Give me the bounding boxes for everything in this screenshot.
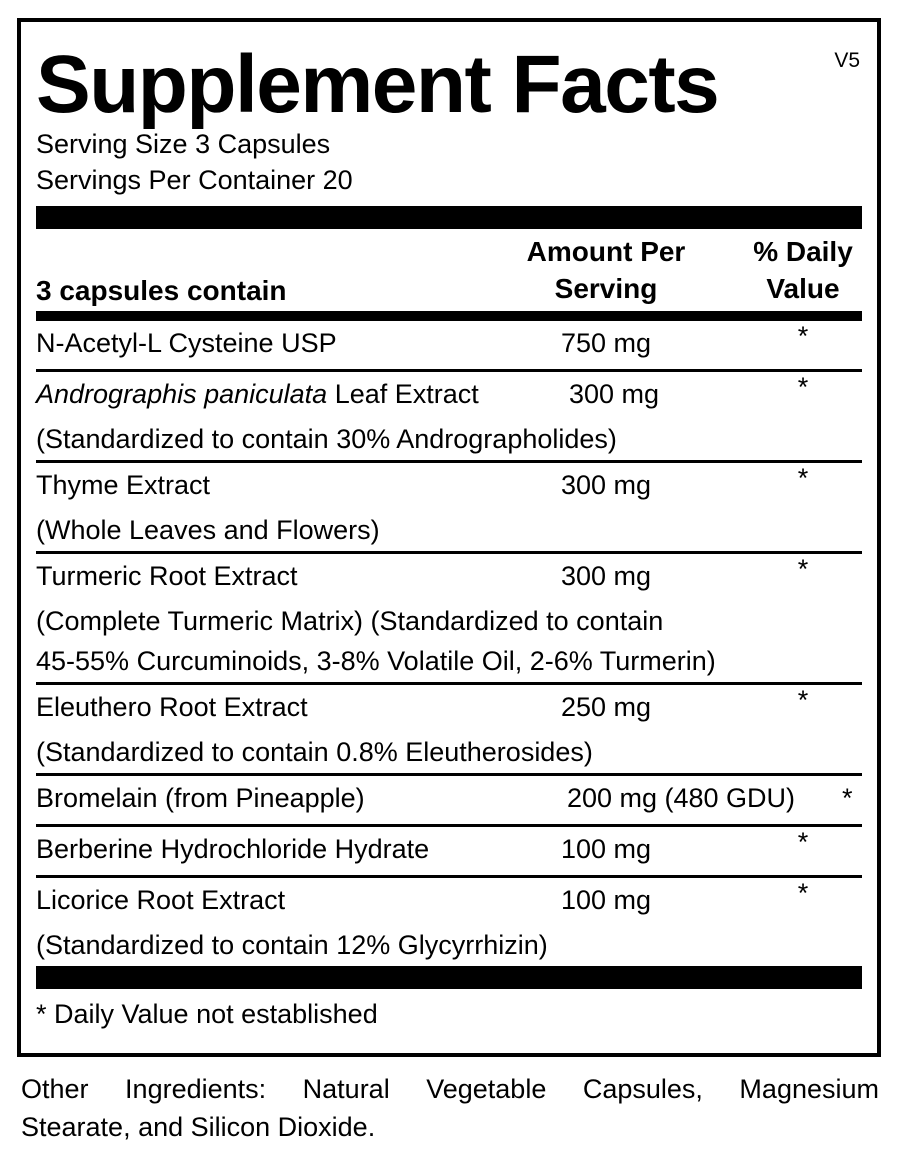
ingredient-sub-line: (Standardized to contain 0.8% Eleutherosides): [36, 737, 593, 767]
version-tag: V5: [834, 49, 860, 72]
ingredient-daily-value: *: [797, 372, 809, 402]
table-row: [36, 554, 862, 682]
table-row: [36, 878, 862, 966]
ingredient-daily-value: *: [797, 321, 809, 351]
ingredient-sub-line: (Whole Leaves and Flowers): [36, 515, 380, 545]
other-ingredients-line2: Stearate, and Silicon Dioxide.: [21, 1112, 376, 1142]
ingredient-sub-line: 45-55% Curcuminoids, 3-8% Volatile Oil, 2-6% Turmerin): [36, 646, 716, 676]
ingredient-sub-line: (Standardized to contain 12% Glycyrrhizin): [36, 930, 548, 960]
ingredient-amount: 300 mg: [568, 379, 660, 409]
column-header-amount-line2: Serving: [554, 273, 658, 304]
header-top-bar: [36, 206, 862, 229]
other-ingredients: [21, 1070, 879, 1146]
table-row: [36, 321, 862, 369]
ingredient-amount: 300 mg: [560, 561, 652, 591]
ingredient-name: Thyme Extract: [36, 470, 211, 500]
serving-info: [36, 126, 862, 198]
supplement-facts-panel: [17, 18, 881, 1057]
column-header-amount: [476, 233, 736, 307]
ingredient-name: Turmeric Root Extract: [36, 561, 298, 591]
footnote-top-bar: [36, 966, 862, 989]
ingredient-amount: 750 mg: [560, 328, 652, 358]
column-header-dv-line1: % Daily: [753, 236, 853, 267]
ingredient-name: Bromelain (from Pineapple): [36, 783, 365, 813]
ingredient-amount: 200 mg (480 GDU): [566, 783, 796, 813]
ingredient-amount: 100 mg: [560, 834, 652, 864]
title-block: [36, 22, 862, 130]
serving-size: Serving Size 3 Capsules: [36, 129, 331, 159]
column-header-ingredient: 3 capsules contain: [36, 275, 287, 306]
ingredient-daily-value: *: [797, 878, 809, 908]
other-ingredients-line1: Other Ingredients: Natural Vegetable Capsules, Magnesium: [21, 1074, 879, 1104]
table-row: [36, 776, 862, 824]
table-row: [36, 827, 862, 875]
ingredient-name: N-Acetyl-L Cysteine USP: [36, 328, 337, 358]
servings-per-container: Servings Per Container 20: [36, 165, 353, 195]
ingredient-sub-line: (Standardized to contain 30% Andrographolides): [36, 424, 617, 454]
column-header-daily-value: [736, 233, 870, 307]
ingredient-name: [36, 377, 479, 411]
table-row: [36, 685, 862, 773]
ingredient-daily-value: *: [842, 783, 853, 813]
ingredient-name: Eleuthero Root Extract: [36, 692, 308, 722]
ingredient-sub-line: (Complete Turmeric Matrix) (Standardized to contain: [36, 606, 664, 636]
ingredient-amount: 300 mg: [560, 470, 652, 500]
ingredient-name: Licorice Root Extract: [36, 885, 286, 915]
ingredient-daily-value: *: [797, 685, 809, 715]
ingredient-amount: 250 mg: [560, 692, 652, 722]
ingredient-name: Berberine Hydrochloride Hydrate: [36, 834, 430, 864]
ingredient-name-rest: Leaf Extract: [327, 379, 479, 409]
ingredient-amount: 100 mg: [560, 885, 652, 915]
daily-value-footnote: * Daily Value not established: [36, 999, 378, 1029]
column-header-dv-line2: Value: [766, 273, 840, 304]
page-title: Supplement Facts: [36, 39, 719, 130]
column-header-amount-line1: Amount Per: [526, 236, 686, 267]
table-row: [36, 463, 862, 551]
ingredient-name-latin: Andrographis paniculata: [36, 379, 328, 409]
column-header-row: [36, 229, 862, 311]
table-row: [36, 372, 862, 460]
ingredient-daily-value: *: [797, 827, 809, 857]
ingredient-daily-value: *: [797, 463, 809, 493]
ingredient-daily-value: *: [797, 554, 809, 584]
